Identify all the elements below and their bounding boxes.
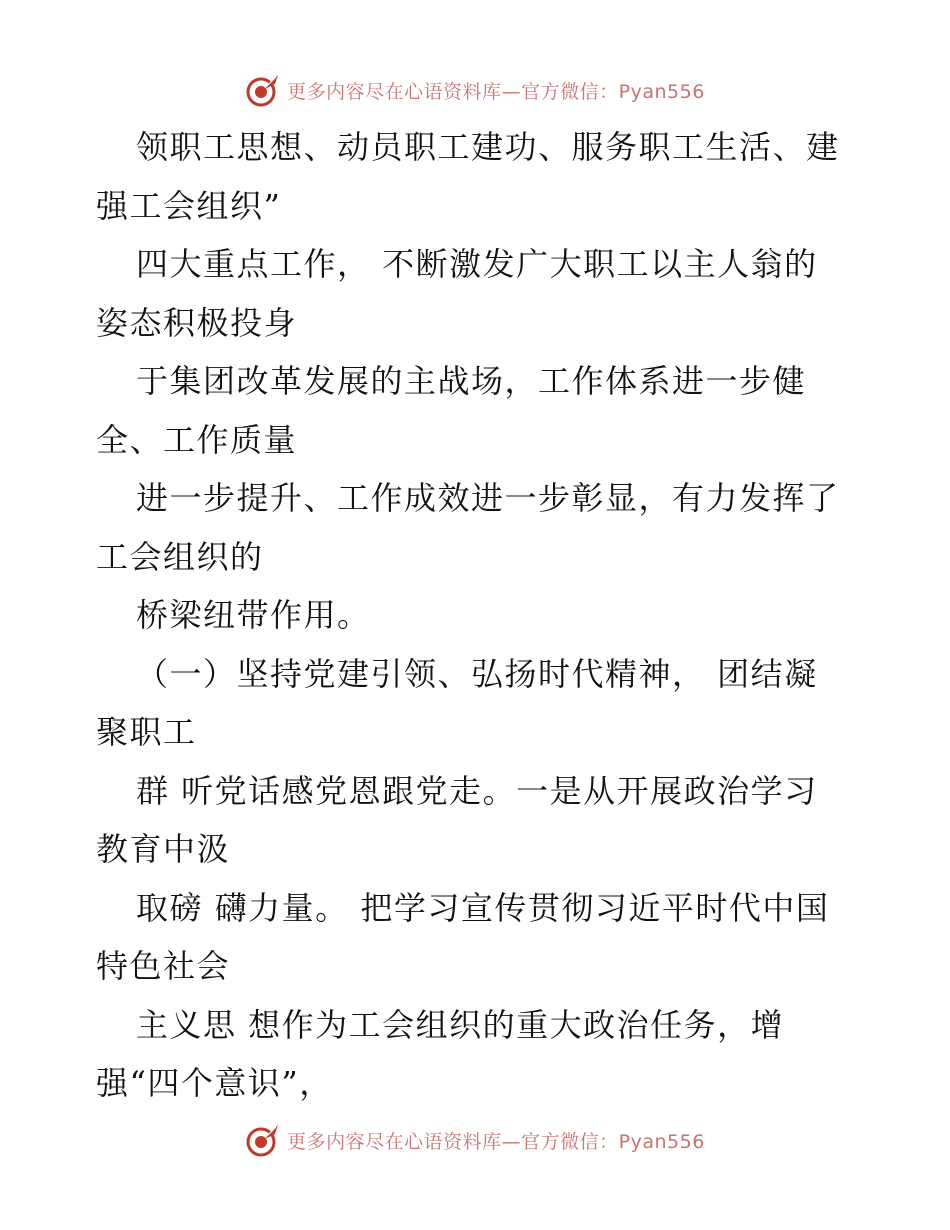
text-line: 领职工思想、动员职工建功、服务职工生活、建 [136, 128, 840, 166]
footer-banner-text: 更多内容尽在心语资料库—官方微信：Pyan556 [287, 1130, 705, 1153]
text-line: 特色社会 [96, 947, 231, 985]
text-line: 教育中汲 [96, 830, 231, 868]
text-line: 进一步提升、工作成效进一步彰显，有力发挥了 [136, 479, 840, 517]
header-banner-text: 更多内容尽在心语资料库—官方微信：Pyan556 [287, 80, 705, 103]
text-line: 强“四个意识”， [96, 1064, 333, 1102]
text-line: 群 听党话感党恩跟党走。一是从开展政治学习 [136, 771, 818, 810]
text-line: 四大重点工作， 不断激发广大职工以主人翁的 [136, 245, 818, 283]
text-line: 姿态积极投身 [96, 303, 298, 342]
text-line: （一）坚持党建引领、弘扬时代精神， 团结凝 [136, 654, 818, 693]
text-line: 桥梁纽带作用。 [136, 596, 371, 634]
text-line: 工会组织的 [96, 537, 264, 576]
document-body [96, 118, 866, 1113]
quill-logo-icon [245, 1122, 281, 1158]
text-line: 全、工作质量 [96, 420, 298, 459]
text-line: 主义思 想作为工会组织的重大政治任务，增 [136, 1005, 785, 1044]
text-line: 取磅 礴力量。 把学习宣传贯彻习近平时代中国 [136, 888, 830, 927]
text-line: 于集团改革发展的主战场，工作体系进一步健 [136, 362, 807, 400]
header-banner [0, 68, 950, 112]
text-line: 强工会组织” [96, 186, 282, 225]
footer-banner [0, 1118, 950, 1162]
text-line: 聚职工 [96, 713, 197, 751]
quill-logo-icon [245, 72, 281, 108]
